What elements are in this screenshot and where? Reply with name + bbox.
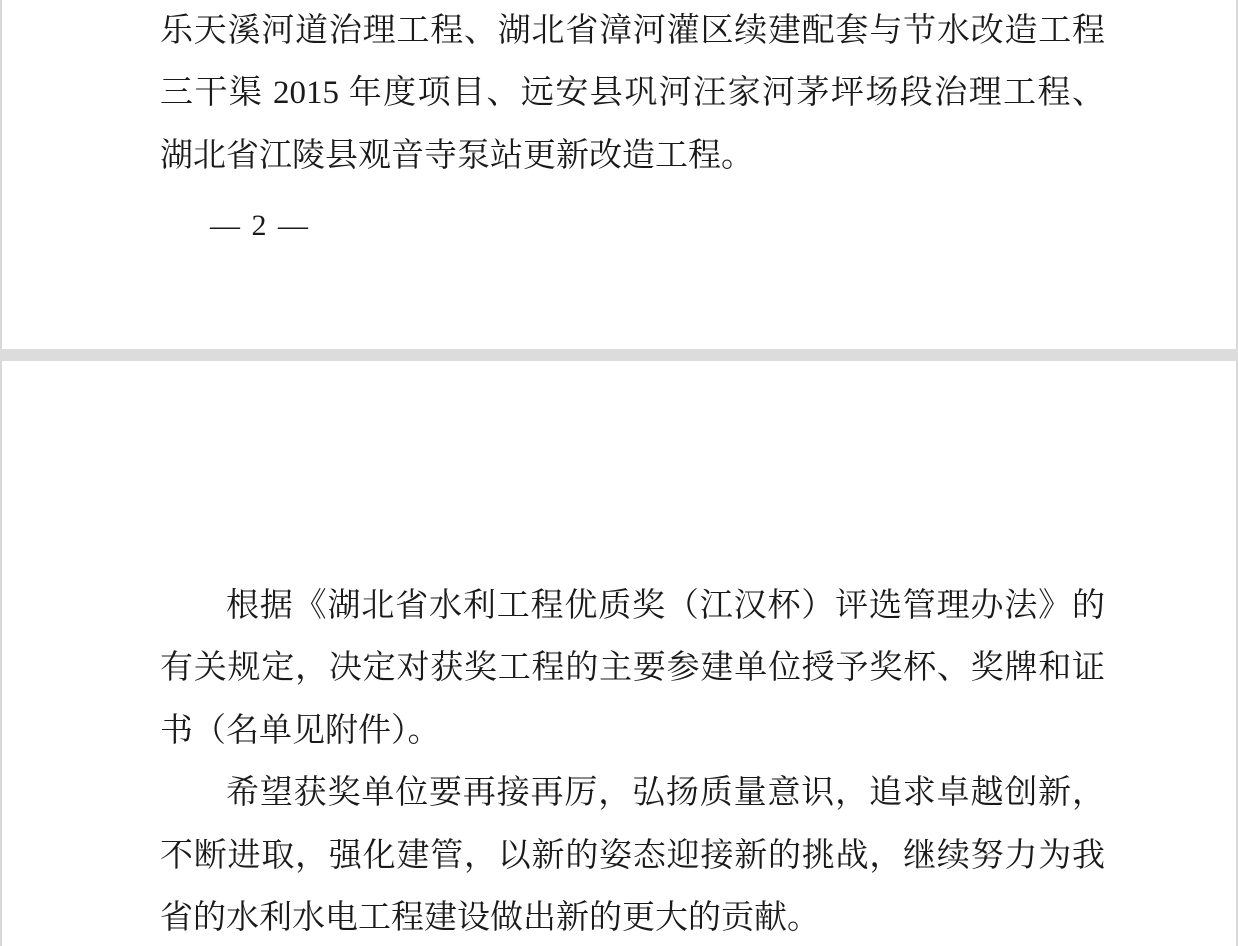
page-break-divider	[0, 349, 1238, 361]
paragraph-line: 不断进取，强化建管，以新的姿态迎接新的挑战，继续努力为我	[160, 837, 1105, 874]
document-page-2	[0, 0, 1238, 349]
page-3-text-block	[160, 575, 1105, 946]
paragraph-line: 根据《湖北省水利工程优质奖（江汉杯）评选管理办法》的	[226, 588, 1105, 624]
paragraph-line: 有关规定，决定对获奖工程的主要参建单位授予奖杯、奖牌和证	[160, 650, 1105, 687]
page-number: — 2 —	[210, 209, 310, 243]
paragraph-line: 乐天溪河道治理工程、湖北省漳河灌区续建配套与节水改造工程	[160, 13, 1105, 49]
paragraph-line: 湖北省江陵县观音寺泵站更新改造工程。	[160, 137, 754, 174]
paragraph-line: 省的水利水电工程建设做出新的更大的贡献。	[160, 899, 820, 936]
page-2-text-block	[160, 0, 1105, 257]
document-page-3	[0, 361, 1238, 946]
paragraph-line: 三干渠 2015 年度项目、远安县巩河汪家河茅坪场段治理工程、	[160, 75, 1105, 112]
paragraph-line: 书（名单见附件）。	[160, 712, 441, 749]
paragraph-line: 希望获奖单位要再接再厉，弘扬质量意识，追求卓越创新，	[226, 775, 1105, 812]
